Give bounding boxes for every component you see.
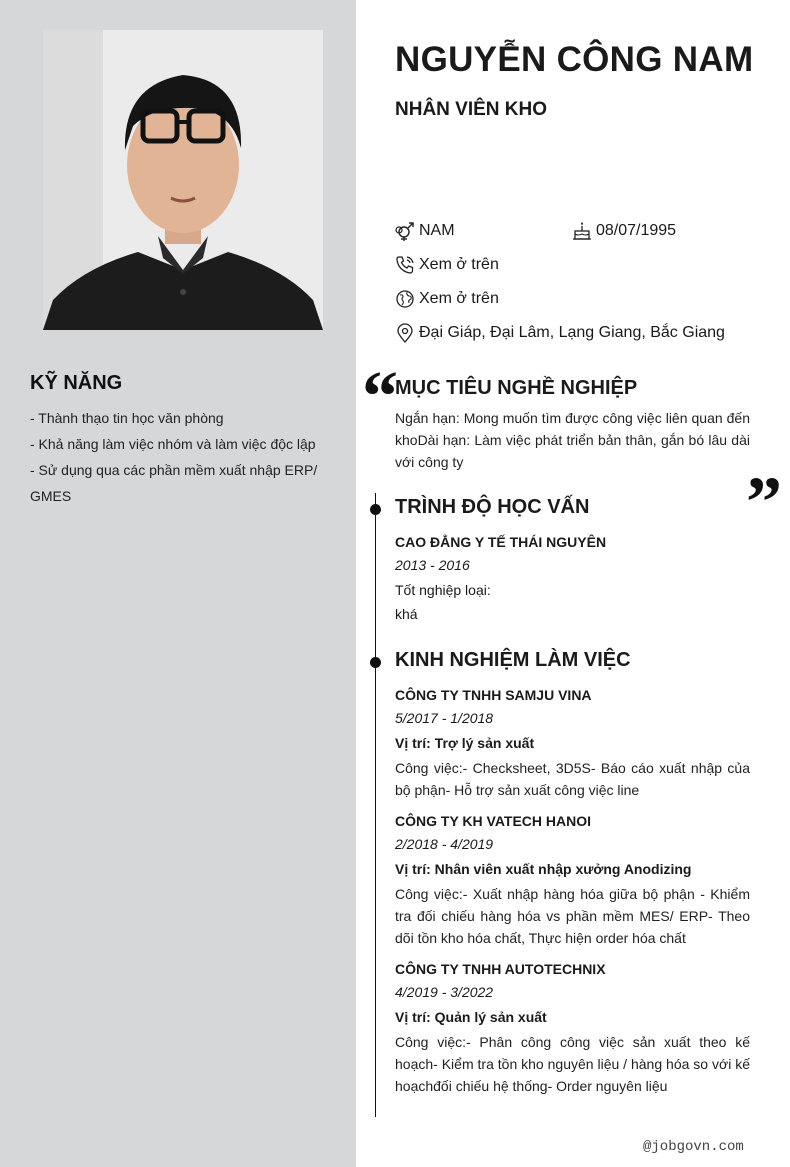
job-description: Công việc:- Phân công công việc sản xuất theo kế hoạch- Kiểm tra tồn kho nguyên liệu / hàng hóa so với kế hoạchđối chiếu hệ thống- Order nguyên liệu [395, 1034, 750, 1094]
job-company: CÔNG TY TNHH AUTOTECHNIX [395, 961, 606, 977]
job-description: Công việc:- Xuất nhập hàng hóa giữa bộ phận - Khiểm tra đối chiếu hàng hóa vs phần mềm MES/ ERP- Theo dõi tồn kho hóa chất, Thực hiện order hóa chất [395, 886, 750, 946]
dob-info [572, 221, 676, 241]
job-company: CÔNG TY KH VATECH HANOI [395, 813, 592, 829]
gender-value: NAM [419, 222, 455, 239]
timeline-dot [370, 657, 381, 668]
phone-icon [395, 255, 415, 275]
skill-item: - Khả năng làm việc nhóm và làm việc độc lập [30, 436, 316, 452]
job-description: Công việc:- Checksheet, 3D5S- Báo cáo xuất nhập của bộ phận- Hỗ trợ sản xuất công việc line [395, 760, 750, 798]
job-period: 4/2019 - 3/2022 [395, 984, 494, 1000]
grade-label: Tốt nghiệp loại: [395, 582, 491, 598]
education-title: TRÌNH ĐỘ HỌC VẤN [395, 496, 590, 518]
job-position: Vị trí: Quản lý sản xuất [395, 1009, 547, 1025]
experience-title: KINH NGHIỆM LÀM VIỆC [395, 649, 631, 671]
timeline-dot [370, 504, 381, 515]
email-value: Xem ở trên [419, 290, 499, 307]
timeline-line [375, 493, 376, 1117]
footer-watermark: @jobgovn.com [643, 1139, 744, 1155]
objective-text: Ngắn hạn: Mong muốn tìm được công việc liên quan đến khoDài hạn: Làm việc phát triển bản thân, gắn bó lâu dài với công ty [395, 410, 750, 470]
open-quote-icon: “ [362, 356, 398, 436]
job-period: 2/2018 - 4/2019 [395, 836, 494, 852]
job-title: NHÂN VIÊN KHO [395, 99, 548, 120]
skills-list [30, 405, 330, 509]
skill-item: - Thành thạo tin học văn phòng [30, 410, 224, 426]
education-period: 2013 - 2016 [395, 557, 470, 573]
dob-value: 08/07/1995 [596, 222, 677, 239]
gender-icon [395, 221, 415, 241]
candidate-name: NGUYỄN CÔNG NAM [395, 40, 754, 79]
address-info [395, 323, 725, 343]
email-info [395, 289, 499, 309]
globe-icon [395, 289, 415, 309]
school-name: CAO ĐẲNG Y TẾ THÁI NGUYÊN [395, 534, 607, 550]
job-period: 5/2017 - 1/2018 [395, 710, 494, 726]
close-quote-icon: ” [746, 462, 782, 542]
gender-info [395, 221, 455, 241]
objective-title: MỤC TIÊU NGHỀ NGHIỆP [395, 377, 638, 399]
phone-info [395, 255, 499, 275]
birthday-cake-icon [572, 221, 592, 241]
skills-title: KỸ NĂNG [30, 372, 123, 394]
address-value: Đại Giáp, Đại Lâm, Lạng Giang, Bắc Giang [419, 324, 725, 341]
phone-value: Xem ở trên [419, 256, 499, 273]
job-position: Vị trí: Trợ lý sản xuất [395, 735, 535, 751]
job-company: CÔNG TY TNHH SAMJU VINA [395, 687, 592, 703]
skill-item: - Sử dụng qua các phần mềm xuất nhập ERP/ GMES [30, 462, 318, 504]
location-pin-icon [395, 323, 415, 343]
job-position: Vị trí: Nhân viên xuất nhập xưởng Anodizing [395, 861, 692, 877]
profile-photo [43, 30, 323, 330]
grade-value: khá [395, 606, 418, 622]
